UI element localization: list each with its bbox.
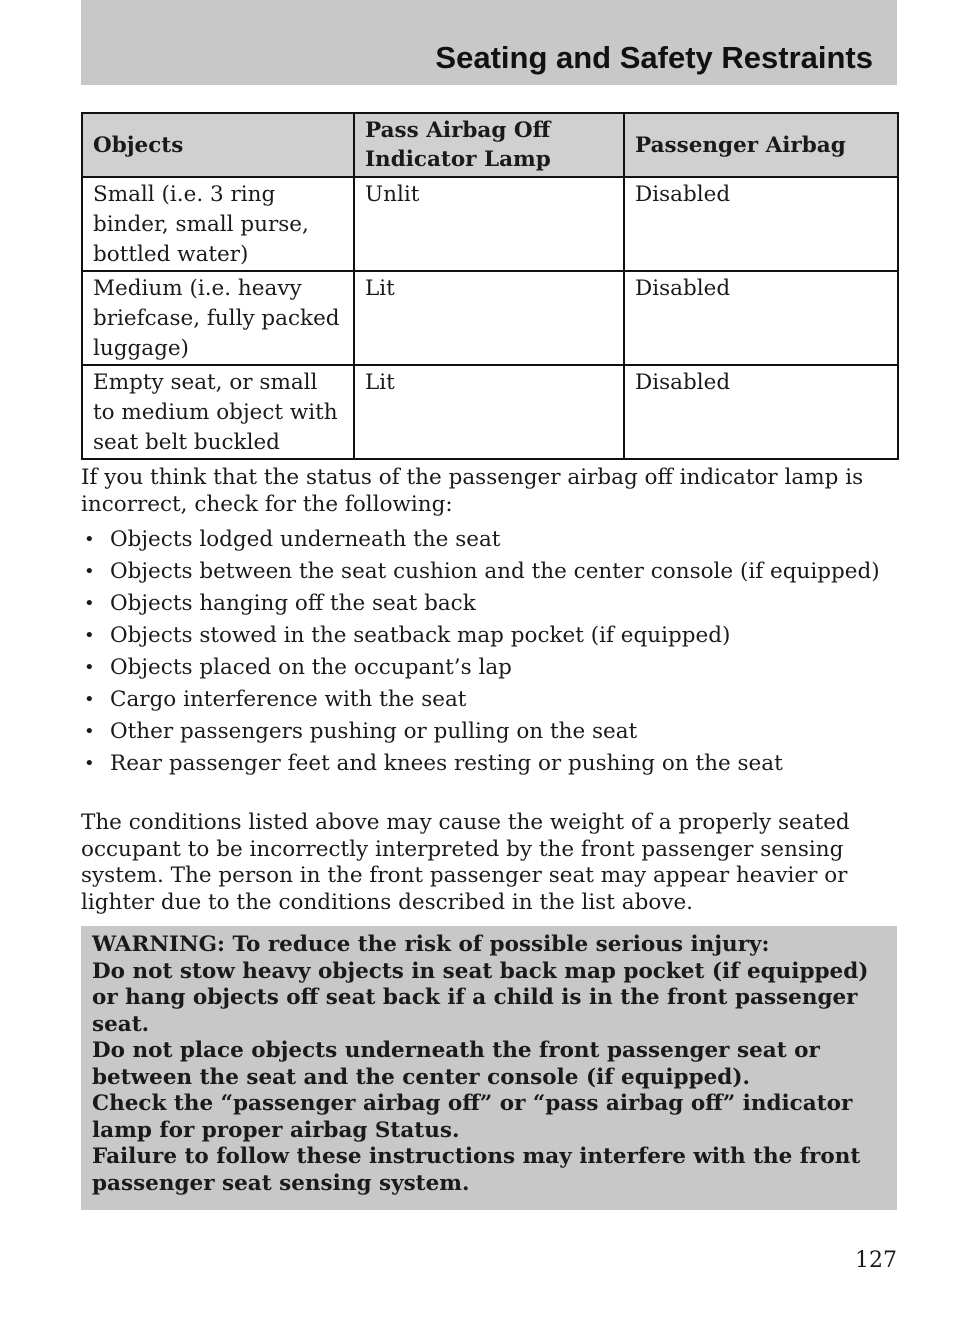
warning-heading: WARNING: To reduce the risk of possible serious injury: xyxy=(92,932,770,957)
table-cell: Lit xyxy=(354,365,624,459)
list-item: • Objects lodged underneath the seat xyxy=(84,527,501,552)
bullet-icon: • xyxy=(84,625,95,646)
bullet-icon: • xyxy=(84,689,95,710)
bullet-icon: • xyxy=(84,561,95,582)
list-item: • Other passengers pushing or pulling on the seat xyxy=(84,719,638,744)
bullet-icon: • xyxy=(84,593,95,614)
table-row xyxy=(82,177,898,271)
column-header-indicator-lamp: Pass Airbag Off Indicator Lamp xyxy=(354,113,624,177)
column-header-objects: Objects xyxy=(82,113,354,177)
column-header-passenger-airbag: Passenger Airbag xyxy=(624,113,898,177)
list-item: • Cargo interference with the seat xyxy=(84,687,467,712)
warning-box xyxy=(81,926,897,1210)
conditions-paragraph: The conditions listed above may cause the weight of a properly seated occupant to be incorrectly interpreted by the front passenger sensing system. The person in the front passenger seat may appear heavier or lighter due to the conditions described in the list above. xyxy=(81,810,850,915)
list-item: • Objects hanging off the seat back xyxy=(84,591,476,616)
list-item: • Objects stowed in the seatback map pocket (if equipped) xyxy=(84,623,731,648)
list-item: • Objects between the seat cushion and the center console (if equipped) xyxy=(84,559,880,584)
bullet-icon: • xyxy=(84,753,95,774)
list-item: • Objects placed on the occupant’s lap xyxy=(84,655,512,680)
table-cell: Disabled xyxy=(624,365,898,459)
list-item: • Rear passenger feet and knees resting or pushing on the seat xyxy=(84,751,783,776)
table-cell: Medium (i.e. heavy briefcase, fully packed luggage) xyxy=(82,271,354,365)
bullet-icon: • xyxy=(84,721,95,742)
table-cell: Disabled xyxy=(624,177,898,271)
warning-line: Check the “passenger airbag off” or “pass airbag off” indicator lamp for proper airbag Status. xyxy=(92,1091,853,1143)
table-cell: Disabled xyxy=(624,271,898,365)
table-row xyxy=(82,365,898,459)
bullet-icon: • xyxy=(84,657,95,678)
bullet-icon: • xyxy=(84,529,95,550)
table-row xyxy=(82,271,898,365)
check-list xyxy=(81,526,897,782)
airbag-status-table xyxy=(81,112,899,460)
table-cell: Unlit xyxy=(354,177,624,271)
table-cell: Small (i.e. 3 ring binder, small purse, bottled water) xyxy=(82,177,354,271)
warning-line: Do not stow heavy objects in seat back map pocket (if equipped) or hang objects off seat back if a child is in the front passenger seat. xyxy=(92,958,869,1037)
page-number: 127 xyxy=(855,1248,897,1273)
intro-paragraph: If you think that the status of the passenger airbag off indicator lamp is incorrect, check for the following: xyxy=(81,465,864,517)
table-cell: Empty seat, or small to medium object with seat belt buckled xyxy=(82,365,354,459)
page-header xyxy=(81,0,897,85)
table-cell: Lit xyxy=(354,271,624,365)
warning-line: Failure to follow these instructions may interfere with the front passenger seat sensing system. xyxy=(92,1144,861,1196)
table-header-row xyxy=(82,113,898,177)
section-title: Seating and Safety Restraints xyxy=(435,40,873,75)
warning-line: Do not place objects underneath the front passenger seat or between the seat and the center console (if equipped). xyxy=(92,1038,820,1090)
